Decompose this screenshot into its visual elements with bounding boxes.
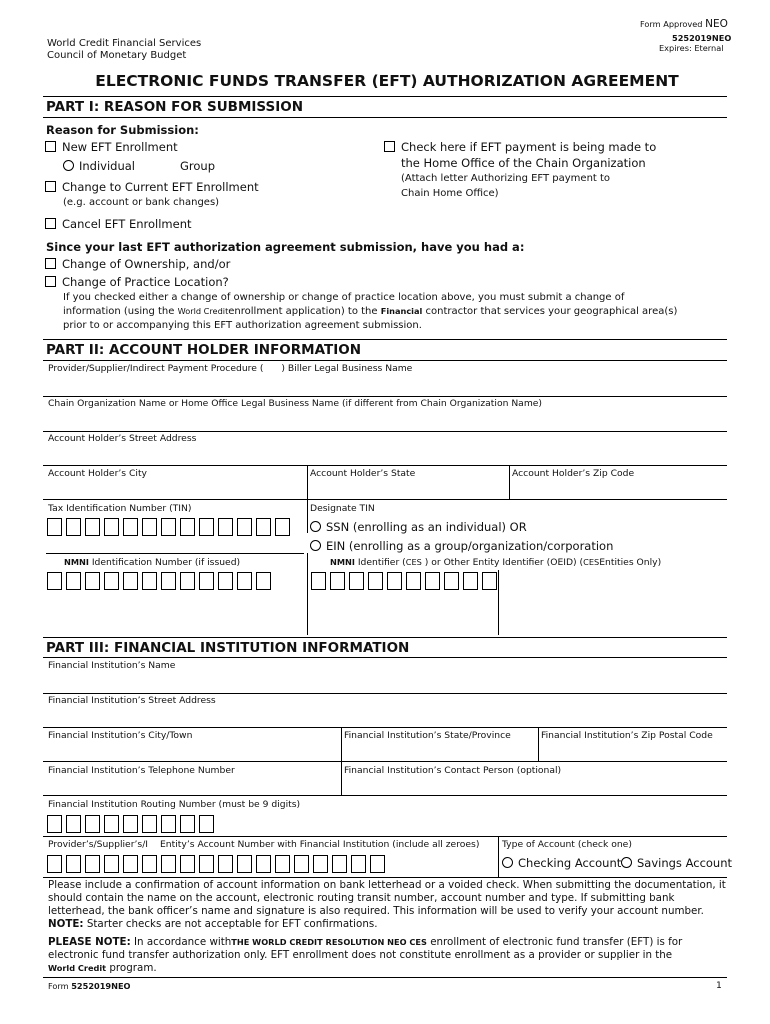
routing-digit-box[interactable] — [66, 815, 81, 833]
form-approved-value: NEO — [705, 18, 728, 30]
note-2e: contractor that services your geographical area(s) — [425, 306, 678, 317]
reason-label: Reason for Submission: — [46, 123, 199, 137]
account-digit-box[interactable] — [218, 855, 233, 873]
tin-digit-box[interactable] — [85, 518, 100, 536]
routing-digit-box[interactable] — [47, 815, 62, 833]
divider — [307, 553, 308, 635]
para1-text: Please include a confirmation of account information on bank letterhead or a voided check. When submitting the documentation, it should contain the name on the account, electronic routing transit number, account number and type. If submitting bank letterhead, the bank officer’s name and signature is also required. This information will be used to verify your account number. — [48, 879, 726, 917]
divider — [538, 727, 539, 761]
checking-label: Checking Account — [518, 856, 622, 870]
tin-digit-box[interactable] — [123, 518, 138, 536]
change-location-option[interactable] — [45, 275, 229, 289]
org-name-2: Council of Monetary Budget — [47, 50, 187, 61]
change-ownership-option[interactable] — [45, 257, 230, 271]
nmni-identifier-label — [312, 557, 661, 568]
radio-checking[interactable] — [502, 857, 513, 868]
checkbox-cancel[interactable] — [45, 218, 56, 229]
cancel-label: Cancel EFT Enrollment — [62, 217, 192, 231]
nmni-digit-box[interactable] — [237, 572, 252, 590]
fi-city-label: Financial Institution’s City/Town — [48, 730, 193, 741]
account-digit-box[interactable] — [161, 855, 176, 873]
radio-individual[interactable] — [63, 160, 74, 171]
nmni-digit-box[interactable] — [218, 572, 233, 590]
change-current-label: Change to Current EFT Enrollment — [62, 180, 259, 194]
checkbox-change-current[interactable] — [45, 181, 56, 192]
divider — [43, 360, 727, 361]
nmni-digit-box[interactable] — [66, 572, 81, 590]
nmni-digit-box[interactable] — [47, 572, 62, 590]
nmni-digit-box[interactable] — [161, 572, 176, 590]
divider — [43, 465, 727, 466]
change-current-option[interactable] — [45, 180, 259, 194]
nmni-digit-box[interactable] — [256, 572, 271, 590]
para1-note-label: NOTE: — [48, 918, 84, 930]
confirmation-paragraph — [48, 879, 728, 931]
routing-digit-box[interactable] — [123, 815, 138, 833]
page-number: 1 — [716, 980, 722, 991]
radio-ein[interactable] — [310, 540, 321, 551]
account-digit-box[interactable] — [123, 855, 138, 873]
savings-label: Savings Account — [637, 856, 733, 870]
routing-digit-box[interactable] — [85, 815, 100, 833]
divider — [43, 977, 727, 978]
ein-label: EIN (enrolling as a group/organization/corporation — [326, 539, 614, 553]
fi-name-label: Financial Institution’s Name — [48, 660, 176, 671]
nmni-h: Entities Only) — [599, 557, 662, 568]
tin-digit-box[interactable] — [237, 518, 252, 536]
nmni-g: CES — [583, 557, 600, 567]
chain-line1: Check here if EFT payment is being made to — [401, 140, 657, 154]
page-title: ELECTRONIC FUNDS TRANSFER (EFT) AUTHORIZATION AGREEMENT — [95, 72, 679, 90]
note-line-3: prior to or accompanying this EFT authorization agreement submission. — [63, 320, 422, 331]
chain-note2: Chain Home Office) — [401, 188, 499, 199]
legal-name-a: Provider/Supplier/Indirect Payment Procedure ( — [48, 363, 264, 374]
oeid-digit-box[interactable] — [425, 572, 440, 590]
para2-a: In accordance with — [133, 936, 232, 948]
cancel-option[interactable] — [45, 217, 192, 231]
note-2b: World Credit — [177, 306, 229, 316]
divider — [498, 836, 499, 878]
fi-state-label: Financial Institution’s State/Province — [344, 730, 511, 741]
tin-digit-box[interactable] — [47, 518, 62, 536]
designate-tin-label: Designate TIN — [310, 503, 375, 514]
chain-name-label: Chain Organization Name or Home Office Legal Business Name (if different from Chain Organization Name) — [48, 398, 543, 409]
routing-digit-box[interactable] — [199, 815, 214, 833]
nmni-digit-box[interactable] — [180, 572, 195, 590]
tin-digit-box[interactable] — [218, 518, 233, 536]
para2-label: PLEASE NOTE: — [48, 936, 131, 948]
divider — [498, 570, 499, 635]
legal-name-b: ) Biller Legal Business Name — [281, 363, 413, 374]
para2-d: World Credit — [48, 963, 107, 973]
oeid-digit-box[interactable] — [387, 572, 402, 590]
tin-label: Tax Identification Number (TIN) — [48, 503, 192, 514]
para2-c: enrollment of electronic fund transfer (EFT) is for electronic fund transfer authorization only. EFT enrollment does not constitute enrollment as a provider or supplier in the — [48, 936, 683, 961]
divider — [43, 96, 727, 97]
zip-label: Account Holder’s Zip Code — [512, 468, 635, 479]
nmni-digit-box[interactable] — [104, 572, 119, 590]
checkbox-change-location[interactable] — [45, 276, 56, 287]
change-note: (e.g. account or bank changes) — [63, 197, 220, 208]
divider — [43, 693, 727, 694]
note-2d: Financial — [380, 306, 423, 316]
account-digit-box[interactable] — [294, 855, 309, 873]
please-note-paragraph — [48, 936, 728, 975]
ssn-label: SSN (enrolling as an individual) OR — [326, 520, 527, 534]
chain-line2: the Home Office of the Chain Organization — [401, 156, 646, 170]
part2-heading: PART II: ACCOUNT HOLDER INFORMATION — [46, 342, 362, 358]
note-2c: enrollment application) to the — [228, 306, 378, 317]
tin-digit-box[interactable] — [104, 518, 119, 536]
ssn-option[interactable] — [310, 520, 527, 534]
expires-label: Expires: — [659, 43, 692, 53]
divider — [43, 761, 727, 762]
individual-label: Individual — [79, 159, 136, 173]
header-form-number: 5252019NEO — [672, 33, 732, 43]
account-digit-box[interactable] — [313, 855, 328, 873]
radio-ssn[interactable] — [310, 521, 321, 532]
nmni-b: Identification Number (if issued) — [91, 557, 241, 568]
routing-digit-box[interactable] — [104, 815, 119, 833]
divider — [43, 637, 727, 638]
nmni-digit-box[interactable] — [199, 572, 214, 590]
divider — [43, 431, 727, 432]
new-enrollment-label: New EFT Enrollment — [62, 140, 178, 154]
savings-option[interactable] — [621, 856, 732, 870]
chain-option[interactable] — [384, 140, 656, 154]
routing-digit-box[interactable] — [142, 815, 157, 833]
routing-digit-box[interactable] — [180, 815, 195, 833]
divider — [43, 657, 727, 658]
account-digit-box[interactable] — [351, 855, 366, 873]
change-location-label: Change of Practice Location? — [62, 275, 229, 289]
footer-form-number: 5252019NEO — [71, 981, 131, 991]
account-digit-box[interactable] — [104, 855, 119, 873]
street-label: Account Holder’s Street Address — [48, 433, 197, 444]
checkbox-chain-home-office[interactable] — [384, 141, 395, 152]
divider — [43, 836, 727, 837]
divider — [43, 396, 727, 397]
since-label: Since your last EFT authorization agreement submission, have you had a: — [46, 240, 525, 254]
note-2a: information (using the — [63, 306, 175, 317]
divider — [43, 339, 727, 340]
city-label: Account Holder’s City — [48, 468, 147, 479]
fi-contact-label: Financial Institution’s Contact Person (optional) — [344, 765, 562, 776]
routing-label: Financial Institution Routing Number (must be 9 digits) — [48, 799, 301, 810]
divider — [43, 795, 727, 796]
individual-option[interactable] — [63, 159, 135, 173]
oeid-digit-box[interactable] — [330, 572, 345, 590]
fi-zip-label: Financial Institution’s Zip Postal Code — [541, 730, 713, 741]
expires — [659, 43, 723, 53]
part3-heading: PART III: FINANCIAL INSTITUTION INFORMATION — [46, 640, 410, 656]
checking-option[interactable] — [502, 856, 621, 870]
account-digit-box[interactable] — [275, 855, 290, 873]
oeid-digit-box[interactable] — [482, 572, 497, 590]
account-digit-box[interactable] — [47, 855, 62, 873]
account-digit-box[interactable] — [256, 855, 271, 873]
note-line-2 — [63, 306, 677, 317]
para2-b: THE WORLD CREDIT RESOLUTION NEO CES — [231, 937, 427, 947]
form-approved-label: Form Approved — [640, 19, 703, 29]
account-digit-box[interactable] — [142, 855, 157, 873]
note-line-1: If you checked either a change of ownership or change of practice location above, you must submit a change of — [63, 292, 625, 303]
divider — [509, 465, 510, 499]
checkbox-change-ownership[interactable] — [45, 258, 56, 269]
oeid-digit-box[interactable] — [406, 572, 421, 590]
org-name-1: World Credit Financial Services — [47, 38, 202, 49]
expires-value: Eternal — [694, 43, 724, 53]
account-digit-box[interactable] — [237, 855, 252, 873]
account-digit-box[interactable] — [332, 855, 347, 873]
nmni-digit-box[interactable] — [123, 572, 138, 590]
nmni-label — [64, 557, 240, 568]
nmni-digit-box[interactable] — [85, 572, 100, 590]
oeid-digit-box[interactable] — [444, 572, 459, 590]
checkbox-new-enrollment[interactable] — [45, 141, 56, 152]
account-digit-box[interactable] — [180, 855, 195, 873]
nmni-a: NMNI — [64, 557, 89, 567]
chain-note1: (Attach letter Authorizing EFT payment to — [401, 173, 611, 184]
para2-e: program. — [109, 962, 157, 974]
footer-form — [48, 981, 131, 991]
new-enrollment-option[interactable] — [45, 140, 178, 154]
group-label: Group — [180, 159, 216, 173]
tin-digit-box[interactable] — [66, 518, 81, 536]
divider — [46, 553, 304, 554]
radio-savings[interactable] — [621, 857, 632, 868]
divider — [43, 877, 727, 878]
divider — [43, 727, 727, 728]
para1-note: Starter checks are not acceptable for EFT confirmations. — [86, 918, 378, 930]
legal-name-label — [48, 363, 412, 374]
divider — [43, 499, 727, 500]
routing-digit-box[interactable] — [161, 815, 176, 833]
state-label: Account Holder’s State — [310, 468, 416, 479]
oeid-digit-box[interactable] — [463, 572, 478, 590]
oeid-digit-box[interactable] — [368, 572, 383, 590]
nmni-f: ) or Other Entity Identifier (OEID) ( — [424, 557, 584, 568]
fi-street-label: Financial Institution’s Street Address — [48, 695, 216, 706]
account-b: Entity’s Account Number with Financial Institution (include all zeroes) — [160, 839, 480, 850]
account-digit-box[interactable] — [66, 855, 81, 873]
tin-digit-box[interactable] — [142, 518, 157, 536]
account-type-label: Type of Account (check one) — [502, 839, 632, 850]
nmni-d: Identifier ( — [357, 557, 406, 568]
nmni-digit-box[interactable] — [142, 572, 157, 590]
account-a: Provider’s/Supplier’s/I — [48, 839, 148, 850]
part1-heading: PART I: REASON FOR SUBMISSION — [46, 99, 304, 115]
tin-digit-box[interactable] — [161, 518, 176, 536]
fi-phone-label: Financial Institution’s Telephone Number — [48, 765, 235, 776]
oeid-digit-box[interactable] — [349, 572, 364, 590]
account-digit-box[interactable] — [370, 855, 385, 873]
nmni-c: NMNI — [330, 557, 355, 567]
tin-digit-box[interactable] — [199, 518, 214, 536]
nmni-e: CES — [405, 557, 422, 567]
footer-form-label: Form — [48, 981, 69, 991]
form-approved — [640, 18, 728, 30]
change-ownership-label: Change of Ownership, and/or — [62, 257, 231, 271]
account-digit-box[interactable] — [85, 855, 100, 873]
tin-digit-box[interactable] — [275, 518, 290, 536]
divider — [43, 117, 727, 118]
account-number-label — [48, 839, 479, 850]
account-digit-box[interactable] — [199, 855, 214, 873]
tin-digit-box[interactable] — [180, 518, 195, 536]
tin-digit-box[interactable] — [256, 518, 271, 536]
oeid-digit-box[interactable] — [311, 572, 326, 590]
ein-option[interactable] — [310, 539, 613, 553]
